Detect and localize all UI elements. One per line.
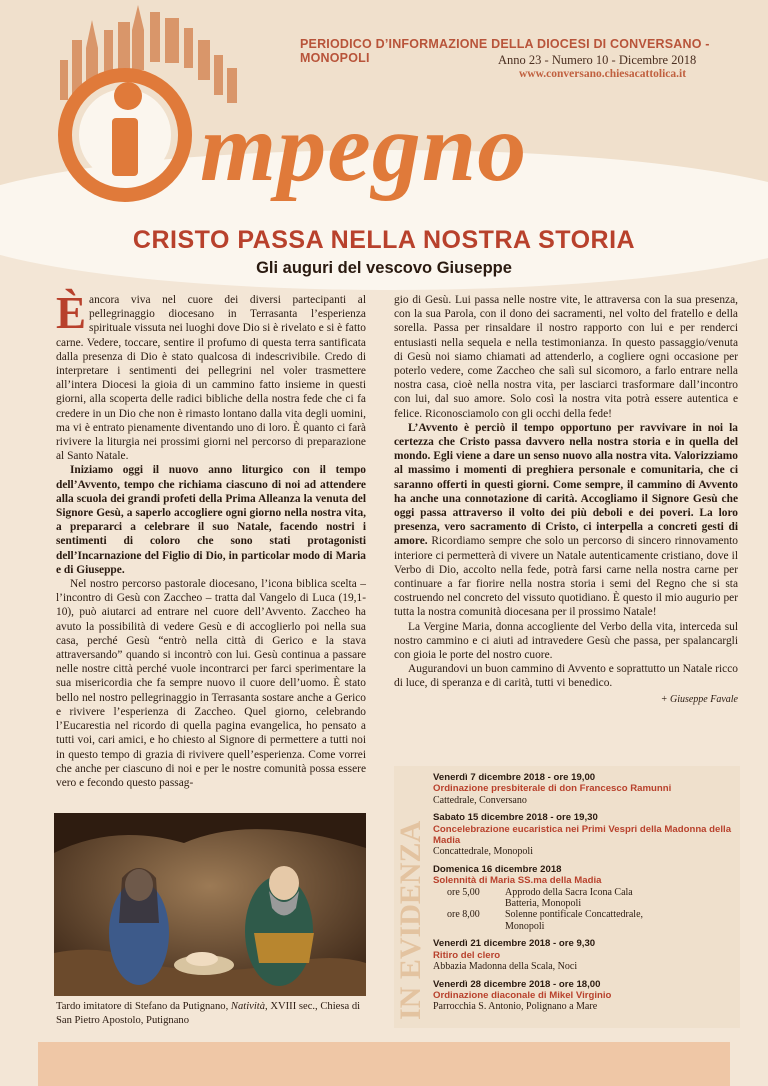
event-place: Cattedrale, Conversano [433,794,527,806]
article-subtitle: Gli auguri del vescovo Giuseppe [256,259,512,277]
event-date: Domenica 16 dicembre 2018 [433,863,562,875]
event-date: Venerdì 28 dicembre 2018 - ore 18,00 [433,978,601,990]
evidenza-list [433,772,738,1019]
event-place: Abbazia Madonna della Scala, Noci [433,961,578,973]
event-subitem-text: Solenne pontificale Concattedrale, Monopoli [505,909,644,932]
svg-text:IN EVIDENZA: IN EVIDENZA [394,820,427,1020]
paragraph-4: gio di Gesù. Lui passa nelle nostre vite, le attraversa con la sua presenza, con la sua Parola, con il dono dei sacramenti, nel volto del fratello e della sorella. Passa per rinsaldare il nostro rapporto con lui e per renderci entusiasti nella sequela e nella testimonianza. In questo passaggio/venuta di Gesù noi siamo chiamati ad attenderlo, a cogliere ogni occasione per poterlo vedere, come Zaccheo che salì sul sicomoro, a farlo entrare nella nostra casa, cioè nella nostra vita, per lasciarci trasformare dall’incontro con lui, dal suo amore. Solo così la nostra vita potrà essere autentica e felice. Riconosciamolo con gli occhi della fede! [394,294,738,420]
event-date: Venerdì 21 dicembre 2018 - ore 9,30 [433,938,596,950]
paragraph-3: Nel nostro percorso pastorale diocesano, l’icona biblica scelta – l’incontro di Gesù con Zaccheo – tratta dal Vangelo di Luca (19,1-10), può aiutarci ad entrare nel cuore dell’Avvento. Zaccheo ha avuto la possibilità di vedere Gesù e di accoglierlo poi nella sua casa, perché Gesù “entrò nella città di Gerico e la stava attraversando” quando si incontrò con lui. Gesù continua a passare nelle nostre città perché vuole incontrarci per farci sperimentare la sua misericordia che fa sempre nuovo il cuore dell’uomo. È stato bello nel nostro pellegrinaggio in Terrasanta sostare anche a Gerico e rivivere l’esperienza di Zaccheo. Quel giorno, celebrando l’Eucarestia nel ricordo di quella pagina evangelica, ho pensato a tutti voi, cari amici, e ho chiesto al Signore di permettere a tutti noi in questo tempo di grazia di rivivere quell’esperienza. Come vorrei che anche per ciascuno di noi e per le nostre comunità possa essere vero e fecondo questo passag- [56,578,366,789]
caption-text-b: , XVIII sec., Chiesa di San Pietro Apostolo, Putignano [56,1001,361,1026]
paragraph-2: Iniziamo oggi il nuovo anno liturgico con il tempo dell’Avvento, tempo che richiama ciascuno di noi ad attendere alla scuola dei grandi profeti della Prima Alleanza la venuta del Signore Gesù, a saperlo accogliere ogni giorno nella nostra vita, a prepararci a celebrare il suo Natale, facendo nostri i sentimenti di coloro che sono stati protagonisti dell’Incarnazione del Figlio di Dio, in particolar modo di Maria e di Giuseppe. [56,464,366,576]
nativity-image-icon [54,813,366,996]
event-date: Sabato 15 dicembre 2018 - ore 19,30 [433,812,598,824]
event-item[interactable] [433,812,738,858]
paragraph-7: Augurandovi un buon cammino di Avvento e soprattutto un Natale ricco di luce, di speranza e di carità, tutti vi benedico. [394,663,738,690]
event-date: Venerdì 7 dicembre 2018 - ore 19,00 [433,772,596,783]
event-title: Ordinazione presbiterale di don Francesco Ramunni [433,783,672,795]
footer-band [38,1042,730,1086]
event-title: Solennità di Maria SS.ma della Madia [433,875,602,887]
svg-text:mpegno: mpegno [200,94,528,202]
event-subitem-time: ore 8,00 [447,909,480,921]
evidenza-label [394,766,428,1028]
nativity-photo [54,813,366,996]
website-link[interactable]: www.conversano.chiesacattolica.it [519,68,687,80]
left-column [56,288,366,790]
event-item[interactable] [433,979,738,1013]
event-subitem-time: ore 5,00 [447,886,480,898]
event-title: Ritiro del clero [433,949,501,961]
paragraph-1: ancora viva nel cuore dei diversi partecipanti al pellegrinaggio diocesano in Terrasanta l’esperienza spirituale vissuta nei luoghi dove Dio si è rivelato e si è fatto carne. Vedere, toccare, sentire il profumo di questa terra santificata dalla presenza di Dio è stato qualcosa di indescrivibile. Credo di interpretare i sentimenti dei pellegrini nel voler trasmettere all’intera Diocesi la gioia di un cammino fatto insieme in questi giorni, alla scoperta delle radici bibliche della nostra fede che ci fa credere in un Dio che non è rimasto lontano dalla vita degli uomini, ma vi è entrato pienamente diventando uno di loro. È quanto ci farà rivivere la liturgia nei prossimi giorni nel percorso di preparazione al Santo Natale. [56,294,366,463]
photo-caption [56,1000,366,1027]
caption-text-a: Tardo imitatore di Stefano da Putignano, [56,1001,231,1012]
event-item[interactable] [433,864,738,932]
logo-i [112,118,138,176]
event-subitem-text: Approdo della Sacra Icona Cala Batteria, Monopoli [505,886,633,910]
dropcap: È [56,288,87,338]
article-title: CRISTO PASSA NELLA NOSTRA STORIA [132,226,636,254]
event-subitem [433,887,738,910]
right-column [394,293,738,707]
paragraph-5b: Ricordiamo sempre che solo un percorso di sincero rinnovamento interiore ci permetterà di vivere un Natale autenticamente cristiano, dove il Verbo di Dio, accolto nella fede, potrà farsi carne nella nostra carne per continuare a far fiorire nella nostra storia i semi del Regno che si sta costruendo nel concreto del vissuto quotidiano. È questo il mio augurio per tutta la nostra comunità diocesana per il prossimo Natale! [394,535,738,619]
event-item[interactable] [433,772,738,806]
event-title: Ordinazione diaconale di Mikel Virginio [433,989,612,1001]
caption-italic: Natività [230,1001,266,1012]
event-subitem [433,909,738,932]
paragraph-6: La Vergine Maria, donna accogliente del Verbo della vita, interceda sul nostro cammino e ci aiuti ad intravedere Gesù che passa, per spalancargli con gioia le porte del nostro cuore. [394,620,738,662]
event-item[interactable] [433,938,738,972]
masthead-logo [0,0,768,215]
event-place: Parrocchia S. Antonio, Polignano a Mare [433,1001,598,1013]
event-title: Concelebrazione eucaristica nei Primi Vespri della Madonna della Madia [433,823,732,847]
issue-info: Anno 23 - Numero 10 - Dicembre 2018 [498,53,697,67]
event-place: Concattedrale, Monopoli [433,846,533,858]
masthead-text: PERIODICO D’INFORMAZIONE DELLA DIOCESI DI CONVERSANO - MONOPOLI [300,37,710,65]
signature: + Giuseppe Favale [660,693,738,705]
paragraph-5: L’Avvento è perciò il tempo opportuno per ravvivare in noi la certezza che Cristo passa davvero nella nostra storia e in quella del mondo. Egli viene a dare un senso nuovo alla nostra vita. Valorizziamo al massimo i momenti di preghiera personale e comunitaria, che ci saranno offerti in questi giorni. Come sempre, il cammino di Avvento ha anche una connotazione di carità. Accogliamo il Signore Gesù che oggi passa attraverso il volto dei più deboli e dei poveri. La loro presenza, vero sacramento di Cristo, ci interpella a concreti gesti di amore. [394,421,738,548]
